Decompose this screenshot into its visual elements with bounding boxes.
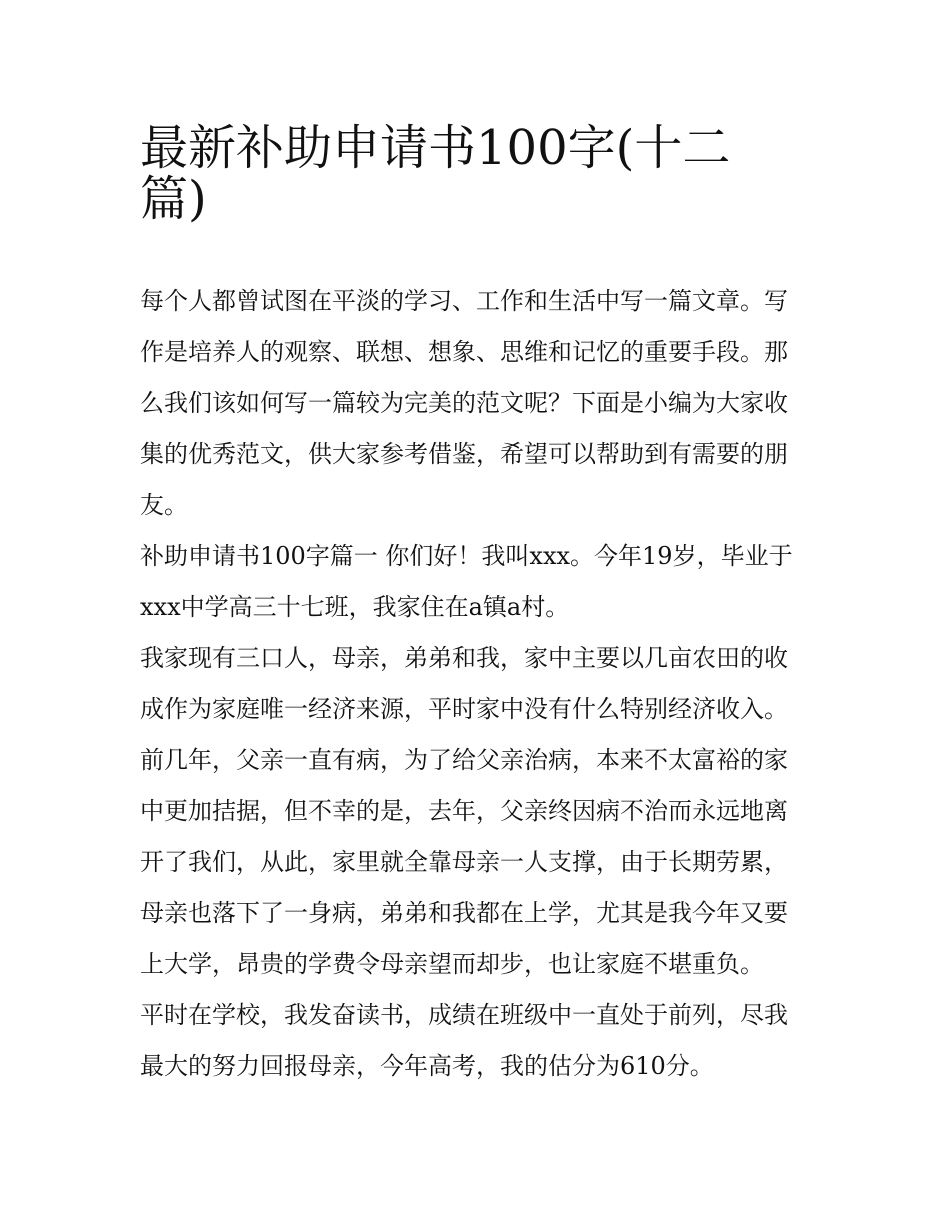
title-line: 最新补助申请书100字(十二 [140, 120, 731, 176]
text-line: 平时在学校，我发奋读书，成绩在班级中一直处于前列，尽我 [140, 1001, 788, 1029]
text-line: 友。 [140, 491, 188, 519]
text-line: 集的优秀范文，供大家参考借鉴，希望可以帮助到有需要的朋 [140, 440, 788, 468]
text-line: 开了我们，从此，家里就全靠母亲一人支撑，由于长期劳累， [140, 848, 788, 876]
paragraph-school [140, 990, 812, 1092]
text-line: 补助申请书100字篇一 你们好！我叫xxx。今年19岁，毕业于 [140, 542, 793, 570]
text-line: 最大的努力回报母亲，今年高考，我的估分为610分。 [140, 1052, 714, 1080]
document-title [140, 110, 800, 227]
document-body [140, 276, 812, 1092]
text-line: 成作为家庭唯一经济来源，平时家中没有什么特别经济收入。 [140, 695, 788, 723]
paragraph-family [140, 633, 812, 990]
paragraph-intro [140, 276, 812, 531]
title-line: 篇) [140, 171, 207, 227]
text-line: 么我们该如何写一篇较为完美的范文呢？下面是小编为大家收 [140, 389, 788, 417]
text-line: xxx中学高三十七班，我家住在a镇a村。 [140, 593, 570, 621]
paragraph-greeting [140, 531, 812, 633]
text-line: 前几年，父亲一直有病，为了给父亲治病，本来不太富裕的家 [140, 746, 788, 774]
text-line: 我家现有三口人，母亲，弟弟和我，家中主要以几亩农田的收 [140, 644, 788, 672]
text-line: 上大学，昂贵的学费令母亲望而却步，也让家庭不堪重负。 [140, 950, 764, 978]
text-line: 每个人都曾试图在平淡的学习、工作和生活中写一篇文章。写 [140, 287, 788, 315]
text-line: 母亲也落下了一身病，弟弟和我都在上学，尤其是我今年又要 [140, 899, 788, 927]
text-line: 作是培养人的观察、联想、想象、思维和记忆的重要手段。那 [140, 338, 788, 366]
text-line: 中更加拮据，但不幸的是，去年，父亲终因病不治而永远地离 [140, 797, 788, 825]
